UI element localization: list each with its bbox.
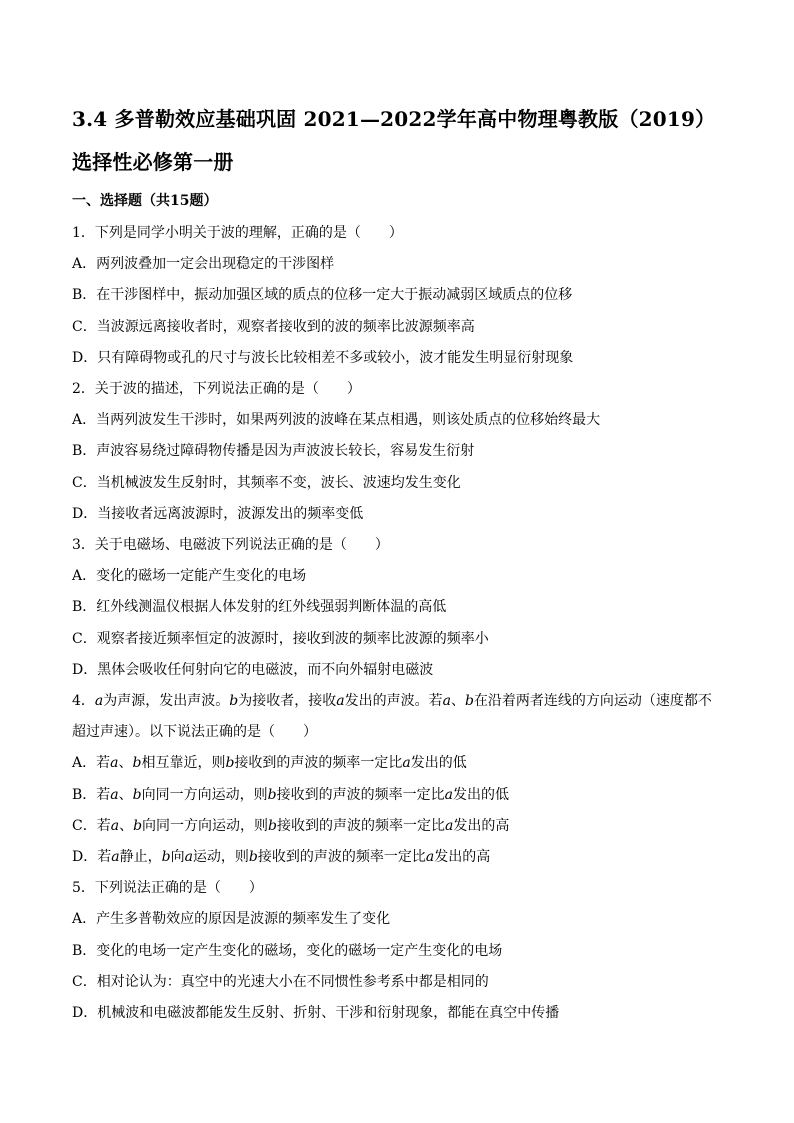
option-c: C．若a、b向同一方向运动，则b接收到的声波的频率一定比a发出的高	[72, 817, 510, 834]
question-stem: 4．a为声源，发出声波。b为接收者，接收a发出的声波。若a、b在沿着两者连线的方向运动（速度都不超过声速）。以下说法正确的是（ ）	[72, 693, 712, 741]
document-page	[72, 98, 724, 1029]
question-2	[72, 374, 724, 530]
option-d: D．机械波和电磁波都能发生反射、折射、干涉和衍射现象，都能在真空中传播	[72, 1005, 560, 1022]
question-stem: 3．关于电磁场、电磁波下列说法正确的是（ ）	[72, 537, 389, 554]
option-c: C．相对论认为：真空中的光速大小在不同惯性参考系中都是相同的	[72, 973, 489, 990]
question-4	[72, 686, 724, 873]
option-c: C．当机械波发生反射时，其频率不变，波长、波速均发生变化	[72, 474, 461, 491]
option-a: A．产生多普勒效应的原因是波源的频率发生了变化	[72, 911, 391, 928]
option-b: B．变化的电场一定产生变化的磁场，变化的磁场一定产生变化的电场	[72, 942, 503, 959]
option-b: B．红外线测温仪根据人体发射的红外线强弱判断体温的高低	[72, 599, 447, 616]
option-a: A．若a、b相互靠近，则b接收到的声波的频率一定比a发出的低	[72, 755, 467, 772]
question-stem: 2．关于波的描述，下列说法正确的是（ ）	[72, 381, 361, 398]
question-5	[72, 873, 724, 1029]
option-d: D．当接收者远离波源时，波源发出的频率变低	[72, 505, 364, 522]
option-b: B．声波容易绕过障碍物传播是因为声波波长较长，容易发生衍射	[72, 443, 475, 460]
question-3	[72, 530, 724, 686]
option-d: D．黑体会吸收任何射向它的电磁波，而不向外辐射电磁波	[72, 661, 434, 678]
option-c: C．当波源远离接收者时，观察者接收到的波的频率比波源频率高	[72, 318, 475, 335]
option-d: D．只有障碍物或孔的尺寸与波长比较相差不多或较小，波才能发生明显衍射现象	[72, 349, 574, 366]
section-title: 一、选择题（共15题）	[72, 193, 218, 209]
option-b: B．若a、b向同一方向运动，则b接收到的声波的频率一定比a发出的低	[72, 786, 509, 803]
question-1	[72, 218, 724, 374]
option-b: B．在干涉图样中，振动加强区域的质点的位移一定大于振动减弱区域质点的位移	[72, 287, 573, 304]
option-d: D．若a静止，b向a运动，则b接收到的声波的频率一定比a发出的高	[72, 849, 491, 866]
option-c: C．观察者接近频率恒定的波源时，接收到波的频率比波源的频率小	[72, 630, 489, 647]
document-title: 3.4 多普勒效应基础巩固 2021—2022学年高中物理粤教版（2019）选择性必修第一册	[72, 107, 716, 174]
question-stem: 5．下列说法正确的是（ ）	[72, 880, 263, 897]
option-a: A．两列波叠加一定会出现稳定的干涉图样	[72, 256, 335, 273]
option-a: A．变化的磁场一定能产生变化的电场	[72, 568, 307, 585]
option-a: A．当两列波发生干涉时，如果两列波的波峰在某点相遇，则该处质点的位移始终最大	[72, 412, 601, 429]
question-stem: 1．下列是同学小明关于波的理解，正确的是（ ）	[72, 225, 403, 241]
